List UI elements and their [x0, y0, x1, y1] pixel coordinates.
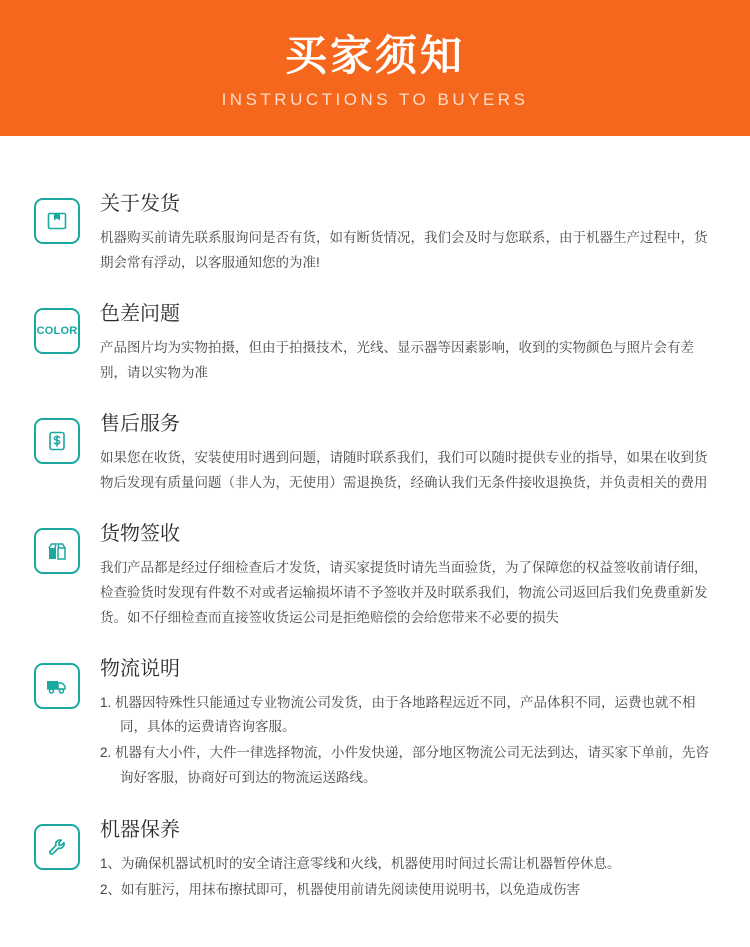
- section-logistics: [34, 657, 716, 792]
- section-body: [100, 818, 716, 905]
- wrench-icon: [34, 824, 80, 870]
- section-list: [100, 852, 716, 903]
- page-title: 买家须知: [284, 31, 465, 79]
- section-title: 物流说明: [100, 657, 180, 680]
- section-paragraph: 产品图片均为实物拍摄，但由于拍摄技术，光线、显示器等因素影响，收到的实物颜色与照片会有差别，请以实物为准: [100, 339, 694, 380]
- color-swatch-icon: [34, 308, 80, 354]
- section-shipping: [34, 192, 716, 276]
- content-area: [0, 136, 750, 905]
- page-subtitle: INSTRUCTIONS TO BUYERS: [221, 90, 529, 110]
- section-list: [100, 691, 716, 790]
- list-item: 2. 机器有大小件，大件一律选择物流，小件发快递，部分地区物流公司无法到达，请买家下单前，先咨询好客服，协商好可到达的物流运送路线。: [100, 745, 710, 785]
- section-body: [100, 192, 716, 276]
- section-title: 货物签收: [100, 522, 180, 545]
- open-carton-icon: [34, 528, 80, 574]
- section-body: [100, 657, 716, 792]
- section-title: 机器保养: [100, 818, 180, 841]
- section-body: [100, 412, 716, 496]
- section-body: [100, 522, 716, 631]
- section-maintenance: [34, 818, 716, 905]
- section-goods-acceptance: [34, 522, 716, 631]
- list-item: 1. 机器因特殊性只能通过专业物流公司发货，由于各地路程远近不同，产品体积不同，运费也就不相同，具体的运费请咨询客服。: [100, 694, 696, 735]
- section-title: 色差问题: [100, 302, 180, 325]
- section-title: 关于发货: [100, 193, 180, 215]
- section-after-sales: [34, 412, 716, 496]
- section-title: 售后服务: [100, 412, 180, 435]
- section-paragraph: 如果您在收货，安装使用时遇到问题，请随时联系我们，我们可以随时提供专业的指导，如果在收到货物后发现有质量问题（非人为，无使用）需退换货，经确认我们无条件接收退换货，并负责相关的费用: [100, 449, 708, 490]
- list-item: 1、为确保机器试机时的安全请注意零线和火线，机器使用时间过长需让机器暂停休息。: [100, 855, 621, 871]
- page-banner: [0, 0, 750, 136]
- package-box-icon: [34, 198, 80, 244]
- list-item: 2、如有脏污，用抹布擦拭即可，机器使用前请先阅读使用说明书，以免造成伤害: [100, 882, 581, 898]
- section-body: [100, 302, 716, 386]
- color-swatch-label: COLOR: [36, 324, 78, 337]
- money-dollar-icon: [34, 418, 80, 464]
- delivery-truck-icon: [34, 663, 80, 709]
- section-color-difference: [34, 302, 716, 386]
- section-paragraph: 我们产品都是经过仔细检查后才发货，请买家提货时请先当面验货，为了保障您的权益签收前请仔细，检查验货时发现有件数不对或者运输损坏请不予签收并及时联系我们，物流公司返回后我们免费重新发货。如不仔细检查而直接签收货运公司是拒绝赔偿的会给您带来不必要的损失: [100, 559, 708, 625]
- section-paragraph: 机器购买前请先联系服询问是否有货，如有断货情况，我们会及时与您联系，由于机器生产过程中，货期会常有浮动，以客服通知您的为准!: [100, 230, 708, 270]
